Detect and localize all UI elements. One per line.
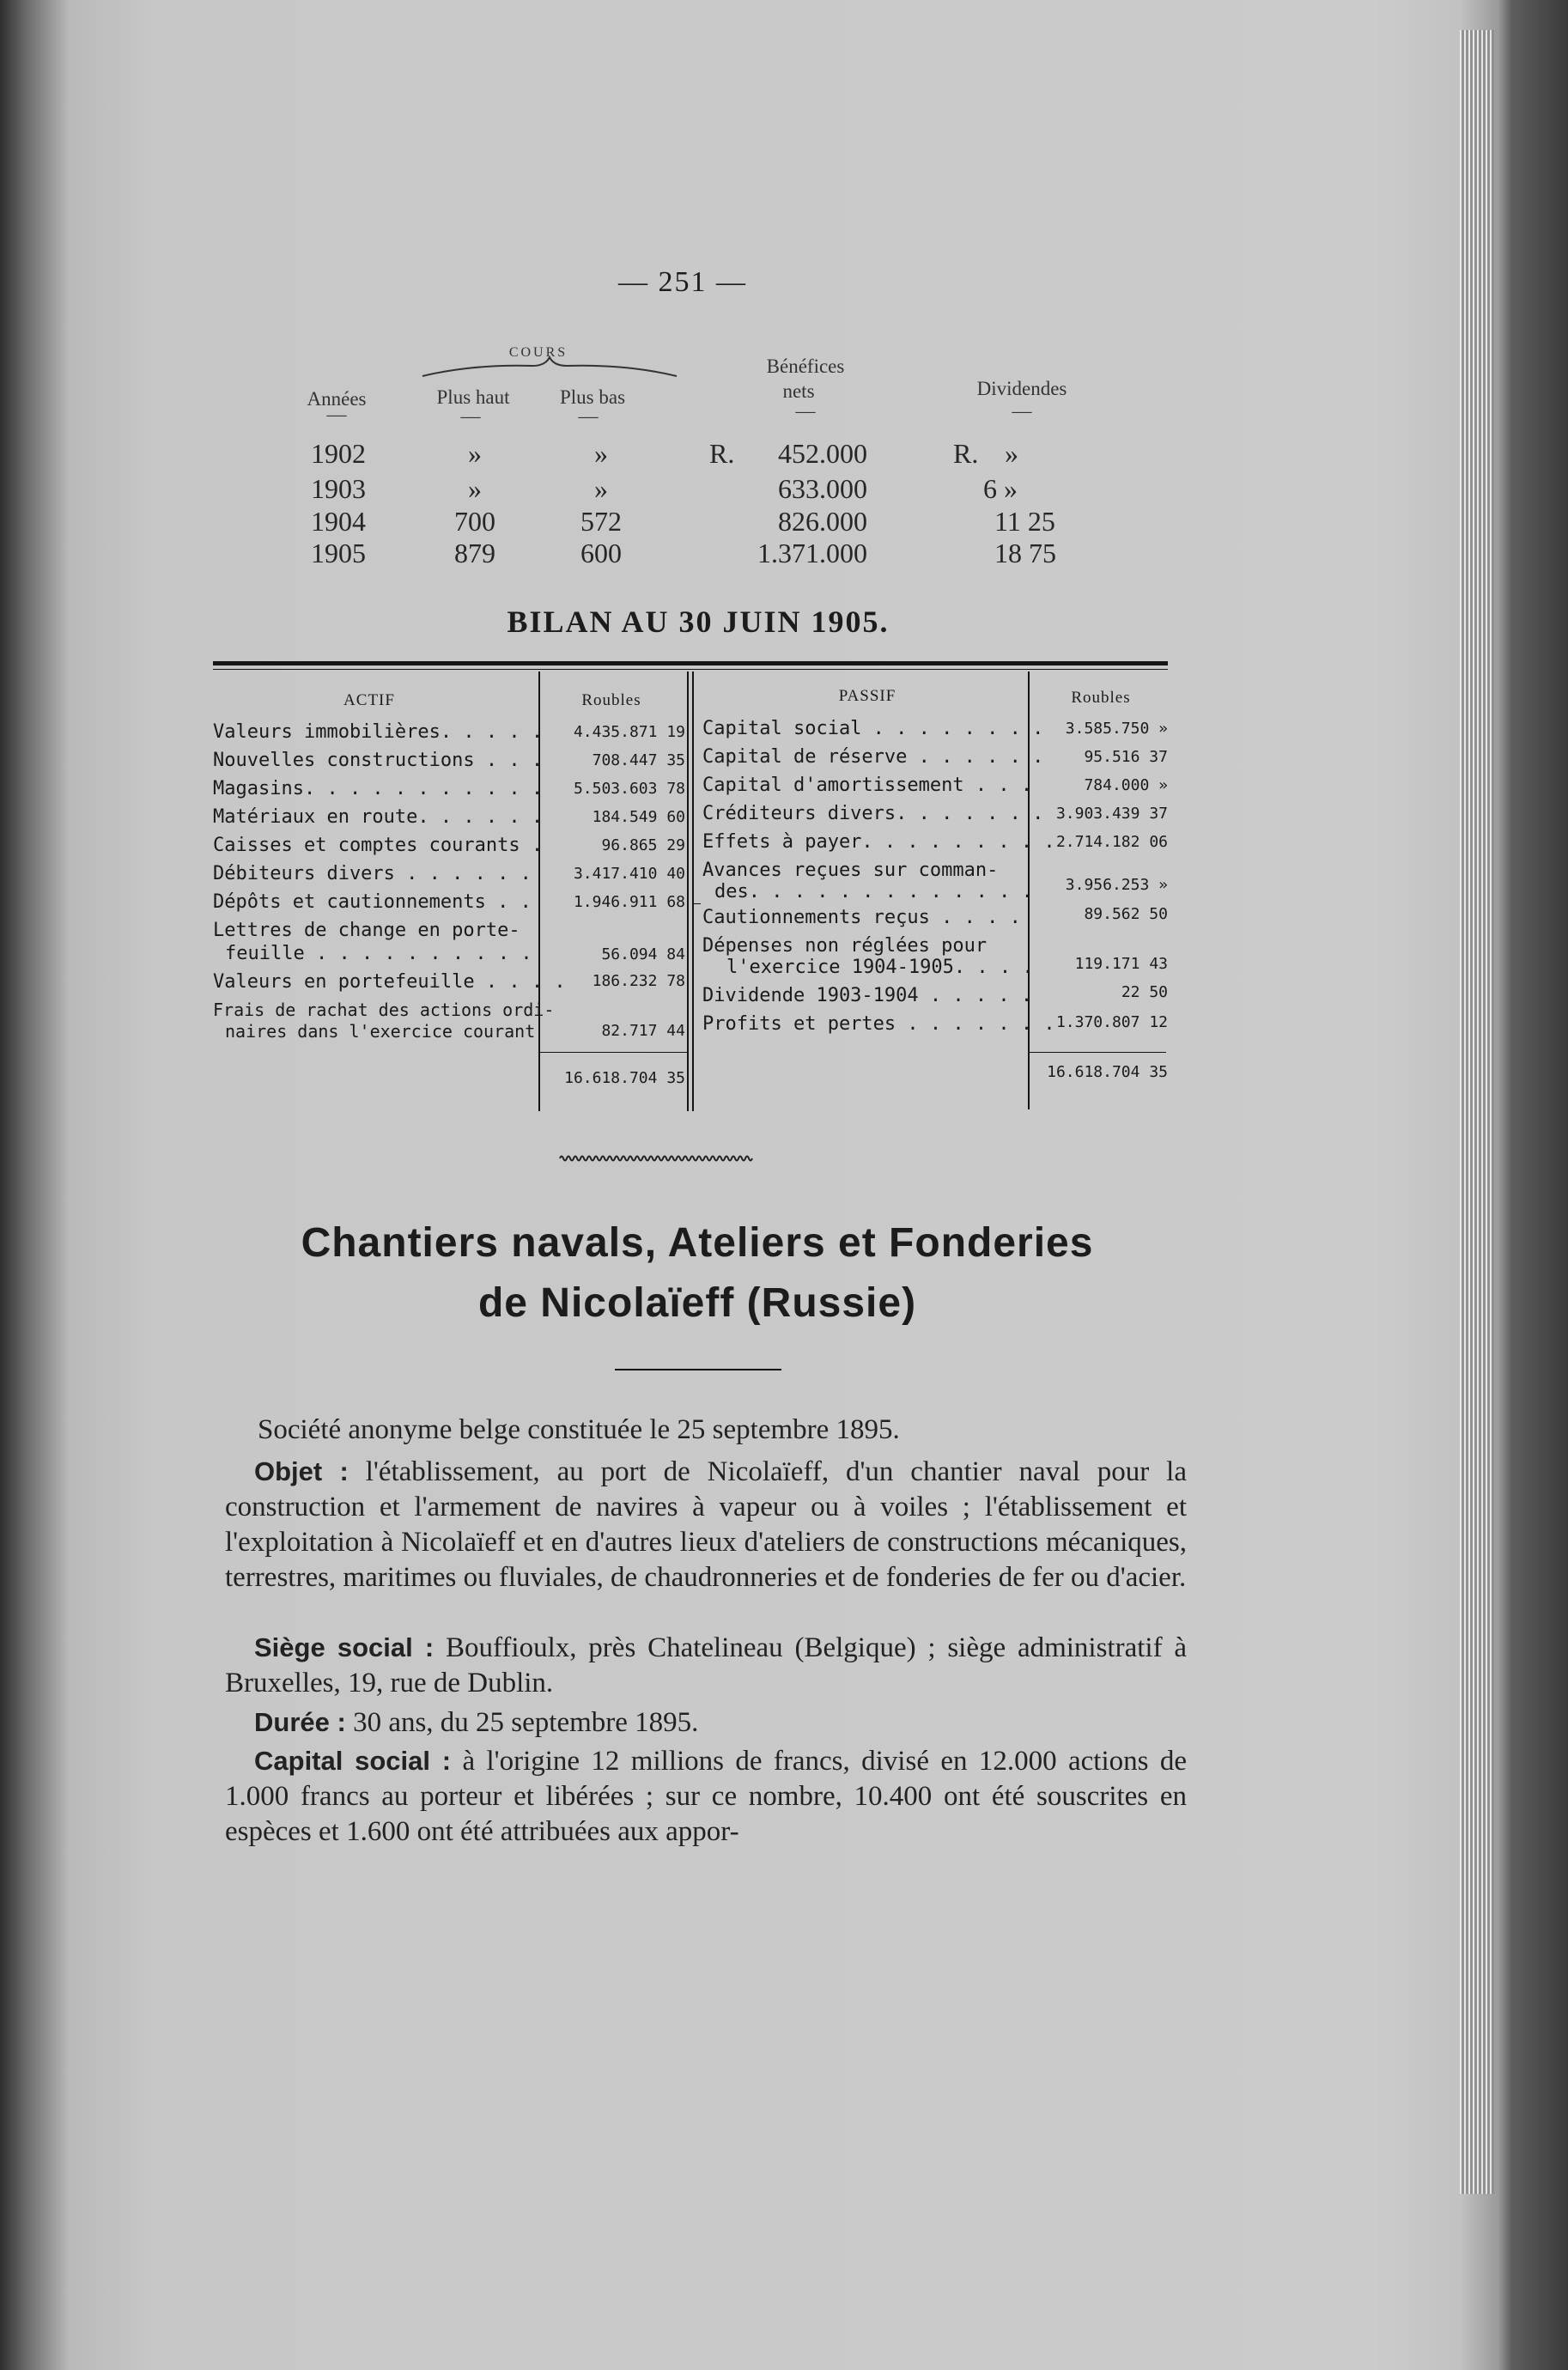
passif-label-cont: des. . . . . . . . . . . . .	[714, 881, 1033, 902]
currency-prefix: R.	[709, 438, 735, 469]
roubles-header-passif: Roubles	[1071, 689, 1131, 707]
dividendes-header: Dividendes	[976, 378, 1067, 399]
passif-value: 119.171 43	[1074, 955, 1168, 973]
dividend-prefix: R.	[953, 438, 979, 469]
company-title: Chantiers navals, Ateliers et Fonderies	[301, 1220, 1094, 1266]
benefices-dash: —	[795, 400, 816, 422]
siege-label: Siège social :	[254, 1632, 435, 1662]
total-rule-actif	[539, 1052, 687, 1053]
capital-text: à l'origine 12 millions de francs, divisé en 12.000 actions de 1.000 francs au porteur et libérées ; sur ce nombre, 10.400 ont été souscrites en espèces et 1.600 ont été attribuées aux appor-	[225, 1746, 1187, 1847]
passif-label: Dividende 1903-1904 . . . . .	[702, 985, 1033, 1006]
actif-label: Valeurs immobilières. . . . .	[213, 721, 544, 743]
passif-value: 3.903.439 37	[1055, 805, 1168, 823]
roubles-header-actif: Roubles	[581, 691, 641, 709]
actif-value: 82.717 44	[601, 1022, 685, 1040]
capital-paragraph	[225, 1743, 1187, 1850]
company-title-line2: de Nicolaïeff (Russie)	[477, 1280, 917, 1326]
plus-haut-cell: »	[468, 438, 482, 469]
passif-value: 3.585.750 »	[1065, 720, 1168, 738]
col-divider	[687, 672, 689, 1111]
objet-label: Objet :	[254, 1456, 349, 1486]
benefices-cell: 826.000	[778, 506, 867, 537]
passif-header: PASSIF	[838, 687, 896, 705]
dividende-cell: 6 »	[983, 473, 1018, 504]
plus-bas-dash: —	[578, 405, 599, 427]
nets-header: nets	[782, 380, 815, 402]
objet-paragraph	[225, 1454, 1187, 1595]
siege-text: Bouffioulx, près Chatelineau (Belgique) ; siège administratif à Bruxelles, 19, rue de Dublin.	[225, 1632, 1188, 1698]
actif-label-cont: naires dans l'exercice courant	[225, 1021, 536, 1042]
annee-cell: 1902	[311, 438, 366, 469]
plus-bas-header: Plus bas	[559, 386, 626, 408]
passif-value: 3.956.253 »	[1065, 876, 1168, 894]
duree-label: Durée :	[254, 1707, 346, 1737]
plus-haut-cell: »	[468, 473, 482, 504]
plus-haut-cell: 700	[454, 506, 495, 537]
objet-text: l'établissement, au port de Nicolaïeff, d'un chantier naval pour la construction et l'armement de navires à vapeur ou à voiles ; l'établissement et l'exploitation à Nicolaïeff et en d'autres lieux d'ateliers de constructions mécaniques, terrestres, maritimes ou fluviales, de chaudronneries et de fonderies de fer ou d'acier.	[225, 1456, 1188, 1593]
benefices-cell: 633.000	[778, 473, 867, 504]
actif-value: 5.503.603 78	[573, 780, 685, 798]
line-stub	[694, 903, 701, 904]
passif-label-cont: l'exercice 1904-1905. . . .	[726, 957, 1034, 978]
actif-label: Matériaux en route. . . . . .	[213, 806, 544, 828]
plus-haut-dash: —	[460, 405, 481, 427]
table-top-rule-thin	[213, 669, 1168, 670]
actif-value: 1.946.911 68	[573, 893, 685, 911]
plus-bas-cell: 600	[580, 538, 622, 568]
passif-label: Effets à payer. . . . . . . . .	[702, 831, 1055, 853]
actif-label: Débiteurs divers . . . . . .	[213, 863, 532, 884]
plus-bas-cell: »	[594, 473, 608, 504]
intro-paragraph: Société anonyme belge constituée le 25 septembre 1895.	[258, 1414, 900, 1445]
benefices-cell: 1.371.000	[757, 538, 867, 568]
actif-value: 3.417.410 40	[573, 865, 685, 883]
plus-haut-header: Plus haut	[436, 386, 510, 408]
passif-value: 95.516 37	[1084, 748, 1168, 766]
bilan-title: BILAN AU 30 JUIN 1905.	[507, 605, 890, 639]
actif-value: 56.094 84	[601, 945, 685, 963]
total-rule-passif	[1029, 1052, 1166, 1053]
siege-paragraph	[225, 1630, 1187, 1701]
duree-text: 30 ans, du 25 septembre 1895.	[353, 1707, 699, 1738]
passif-value: 2.714.182 06	[1055, 833, 1168, 851]
actif-label: Dépôts et cautionnements . .	[213, 891, 532, 913]
col-divider	[692, 672, 694, 1111]
annee-cell: 1905	[311, 538, 366, 568]
plus-bas-cell: »	[594, 438, 608, 469]
page-edge-stack	[1460, 30, 1494, 2194]
actif-header: ACTIF	[343, 691, 395, 709]
actif-label: Valeurs en portefeuille . . . .	[213, 971, 566, 993]
passif-label: Avances reçues sur comman-	[702, 860, 999, 881]
actif-label-cont: feuille . . . . . . . . . .	[225, 943, 532, 964]
dividende-cell: 11 25	[994, 506, 1055, 537]
cours-brace	[421, 354, 678, 380]
passif-value: 89.562 50	[1084, 905, 1168, 923]
benefices-header: Bénéfices	[766, 356, 845, 377]
passif-label: Créditeurs divers. . . . . . .	[702, 803, 1044, 824]
actif-value: 4.435.871 19	[573, 723, 685, 741]
page-number: — 251 —	[618, 266, 747, 298]
wavy-ornament	[560, 1153, 749, 1164]
benefices-cell: 452.000	[778, 438, 867, 469]
plus-haut-cell: 879	[454, 538, 495, 568]
annee-cell: 1903	[311, 473, 366, 504]
actif-label: Magasins. . . . . . . . . . .	[213, 778, 544, 799]
passif-value: 1.370.807 12	[1055, 1013, 1168, 1031]
passif-label: Dépenses non réglées pour	[702, 935, 988, 957]
annee-cell: 1904	[311, 506, 366, 537]
cours-header: COURS	[508, 345, 568, 360]
actif-value: 708.447 35	[592, 751, 685, 769]
dividendes-dash: —	[1012, 400, 1032, 422]
actif-label: Frais de rachat des actions ordi-	[213, 1000, 555, 1020]
actif-total: 16.618.704 35	[564, 1069, 685, 1087]
passif-label: Cautionnements reçus . . . .	[702, 907, 1021, 928]
passif-label: Capital d'amortissement . . .	[702, 775, 1033, 796]
passif-label: Profits et pertes . . . . . . .	[702, 1013, 1055, 1035]
duree-paragraph	[225, 1705, 1187, 1741]
actif-label: Lettres de change en porte-	[213, 920, 520, 941]
passif-total: 16.618.704 35	[1047, 1063, 1168, 1081]
actif-label: Caisses et comptes courants .	[213, 835, 544, 856]
table-top-rule	[213, 661, 1168, 665]
actif-value: 184.549 60	[592, 808, 685, 826]
capital-label: Capital social :	[254, 1746, 452, 1776]
actif-label: Nouvelles constructions . . .	[213, 750, 544, 771]
plus-bas-cell: 572	[580, 506, 622, 537]
annees-header: Années	[307, 388, 367, 410]
actif-value: 186.232 78	[592, 972, 685, 990]
actif-value: 96.865 29	[601, 836, 685, 854]
passif-label: Capital social . . . . . . . .	[702, 718, 1044, 739]
passif-value: 22 50	[1121, 983, 1168, 1001]
annees-dash: —	[326, 404, 347, 425]
passif-value: 784.000 »	[1084, 776, 1168, 794]
dividende-cell: 18 75	[994, 538, 1056, 568]
title-rule	[615, 1369, 781, 1370]
passif-label: Capital de réserve . . . . . .	[702, 746, 1044, 768]
dividende-cell: »	[1005, 438, 1018, 469]
